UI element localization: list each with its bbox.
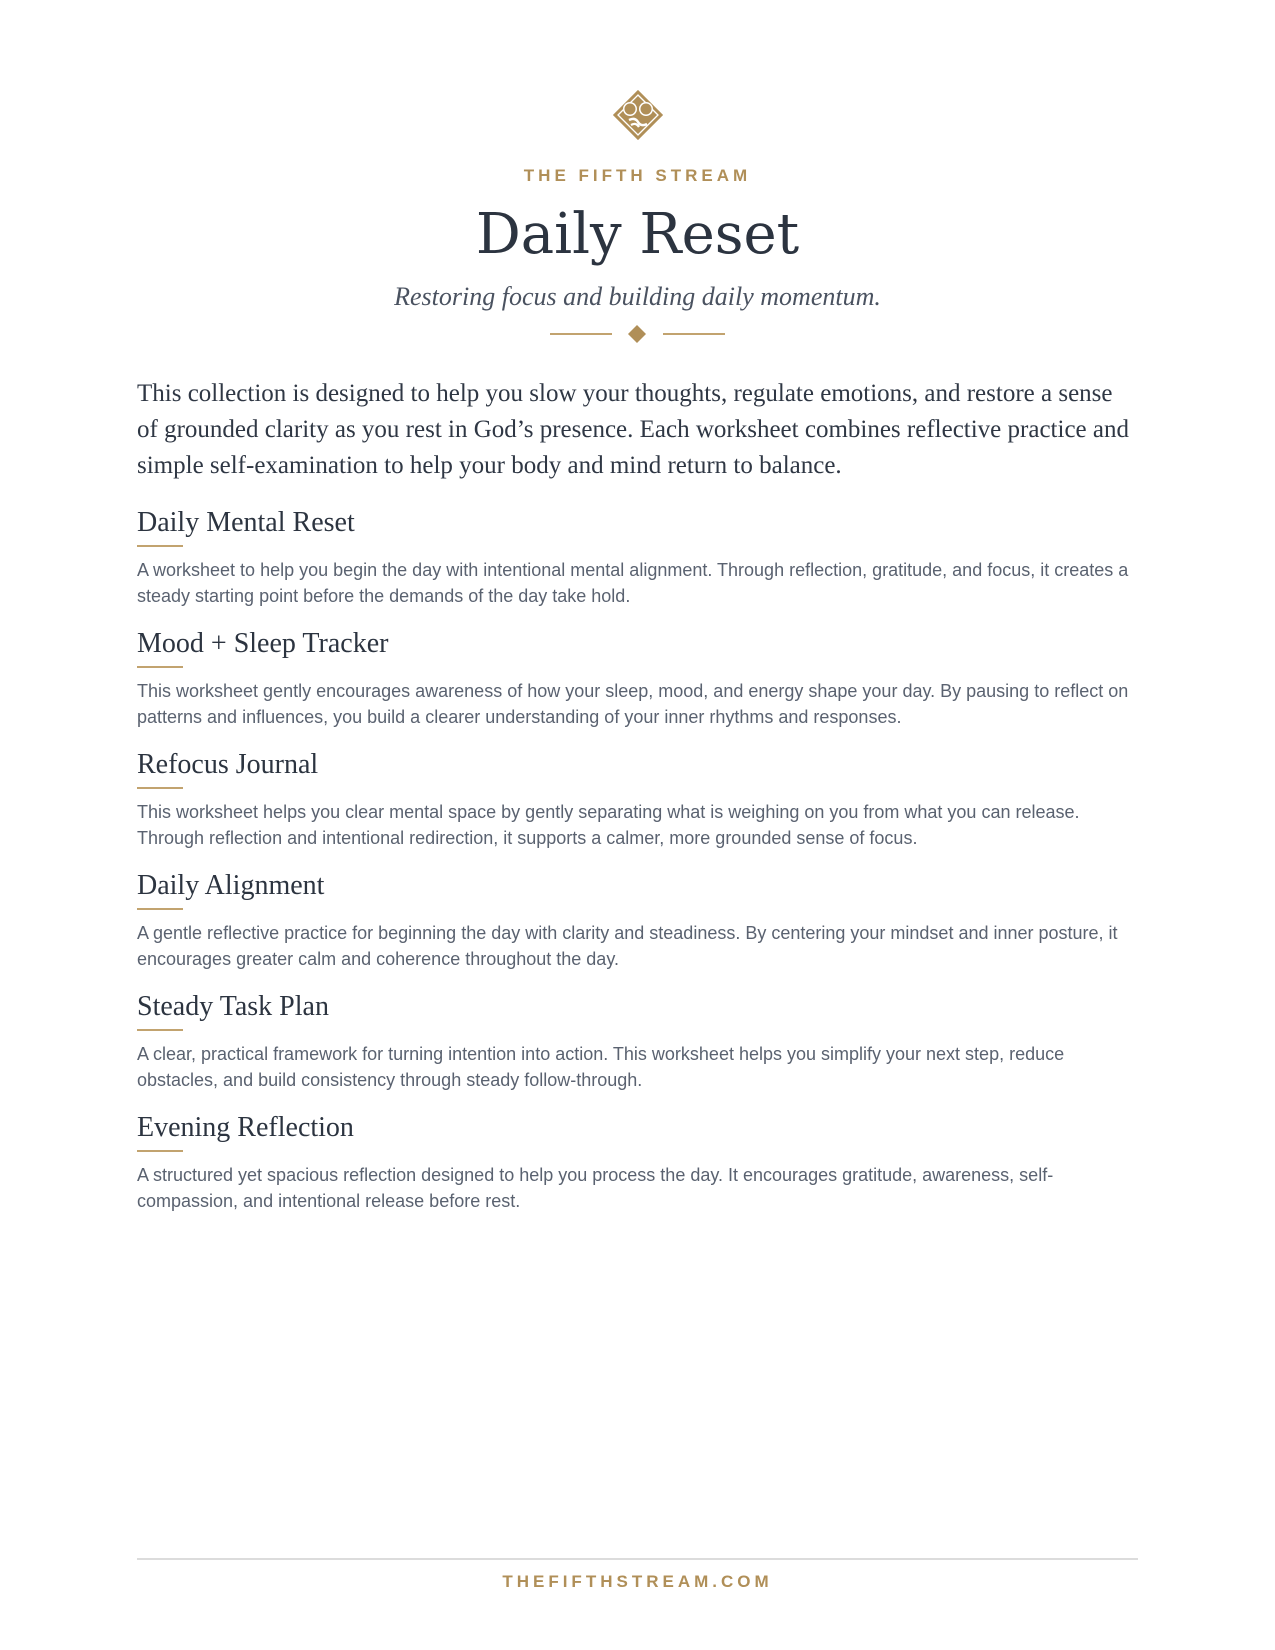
divider-ornament [550, 324, 725, 344]
section-underline [137, 908, 183, 910]
footer-divider [137, 1558, 1138, 1560]
worksheet-section [137, 626, 1138, 747]
section-underline [137, 1029, 183, 1031]
worksheet-section [137, 747, 1138, 868]
section-underline [137, 666, 183, 668]
brand-name: THE FIFTH STREAM [523, 166, 752, 185]
worksheet-section [137, 1110, 1138, 1231]
section-title: Daily Alignment [137, 870, 325, 901]
section-title: Evening Reflection [137, 1112, 354, 1143]
section-description: A gentle reflective practice for beginning the day with clarity and steadiness. By centering your mindset and inner posture, it encourages greater calm and coherence throughout the day. [137, 923, 1118, 969]
worksheet-section [137, 505, 1138, 626]
section-underline [137, 787, 183, 789]
worksheet-section [137, 868, 1138, 989]
section-underline [137, 1150, 183, 1152]
section-underline [137, 545, 183, 547]
worksheet-list [137, 505, 1138, 1231]
footer-website: THEFIFTHSTREAM.COM [502, 1572, 773, 1591]
page-subtitle: Restoring focus and building daily momentum. [394, 282, 881, 311]
section-description: A structured yet spacious reflection designed to help you process the day. It encourages gratitude, awareness, self-compassion, and intentional release before rest. [137, 1165, 1054, 1211]
section-description: A worksheet to help you begin the day with intentional mental alignment. Through reflection, gratitude, and focus, it creates a steady starting point before the demands of the day take hold. [137, 560, 1129, 606]
section-title: Daily Mental Reset [137, 507, 355, 538]
page-title: Daily Reset [475, 202, 800, 267]
section-description: A clear, practical framework for turning intention into action. This worksheet helps you simplify your next step, reduce obstacles, and build consistency through steady follow-through. [137, 1044, 1065, 1090]
worksheet-section [137, 989, 1138, 1110]
section-title: Mood + Sleep Tracker [137, 628, 389, 659]
section-description: This worksheet helps you clear mental space by gently separating what is weighing on you from what you can release. Through reflection and intentional redirection, it supports a calmer, more grounded sense of focus. [137, 802, 1080, 848]
diamond-icon [628, 325, 646, 343]
section-title: Steady Task Plan [137, 991, 329, 1022]
section-description: This worksheet gently encourages awareness of how your sleep, mood, and energy shape your day. By pausing to reflect on patterns and influences, you build a clearer understanding of your inner rhythms and responses. [137, 681, 1129, 727]
tree-diamond-logo-icon [613, 90, 663, 140]
section-title: Refocus Journal [137, 749, 319, 780]
intro-paragraph: This collection is designed to help you slow your thoughts, regulate emotions, and restore a sense of grounded clarity as you rest in God’s presence. Each worksheet combines reflective practice and simple self-examination to help your body and mind return to balance. [137, 380, 1129, 479]
